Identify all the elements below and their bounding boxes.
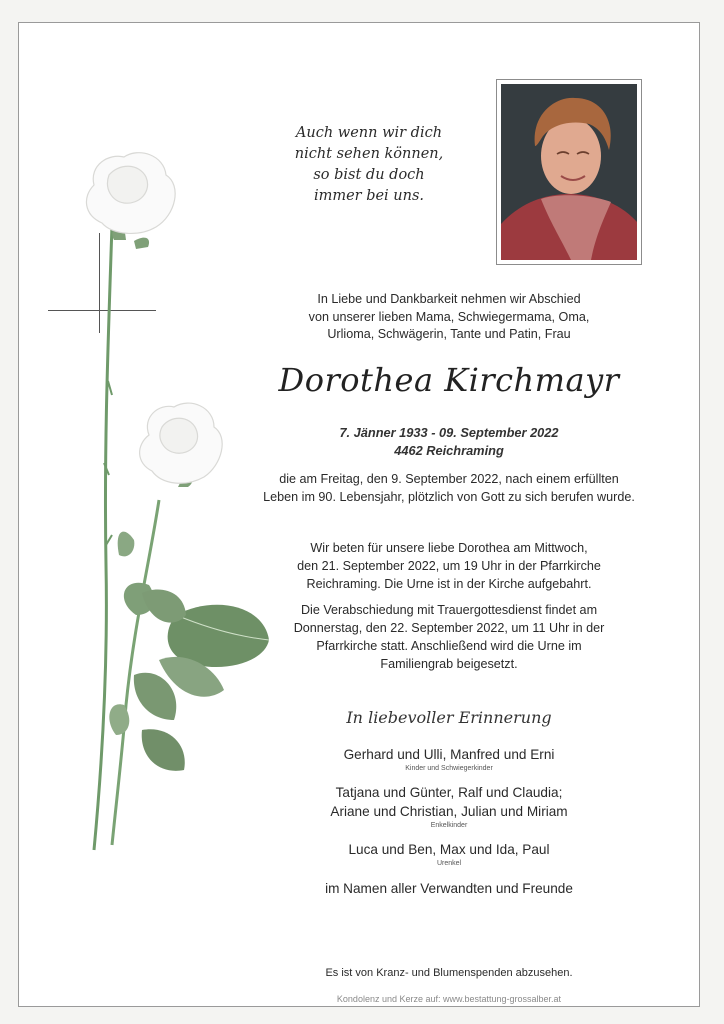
life-dates: 7. Jänner 1933 - 09. September 2022 xyxy=(339,425,559,440)
passing-line: Leben im 90. Lebensjahr, plötzlich von Gott zu sich berufen wurde. xyxy=(263,490,635,504)
farewell-line: Donnerstag, den 22. September 2022, um 11 Uhr in der xyxy=(293,621,605,635)
verse-line: Auch wenn wir dich xyxy=(295,125,443,141)
verse-line: immer bei uns. xyxy=(313,188,425,204)
farewell-line: Die Verabschiedung mit Trauergottesdienst findet am xyxy=(300,603,598,617)
condolence-footer: Kondolenz und Kerze auf: www.bestattung-grossalber.at xyxy=(336,994,562,1004)
family-names: Luca und Ben, Max und Ida, Paul xyxy=(348,842,550,857)
prayer-line: den 21. September 2022, um 19 Uhr in der Pfarrkirche xyxy=(297,559,601,573)
portrait-image xyxy=(501,84,637,260)
announcement-intro xyxy=(199,291,699,344)
intro-line: von unserer lieben Mama, Schwiegermama, Oma, xyxy=(308,309,590,324)
family-relation: Urenkel xyxy=(436,860,462,867)
passing-line: die am Freitag, den 9. September 2022, nach einem erfüllten xyxy=(279,472,619,486)
family-names: Ariane und Christian, Julian und Miriam xyxy=(330,804,568,819)
passing-notice xyxy=(199,470,699,506)
farewell-notice xyxy=(199,601,699,673)
memorial-verse xyxy=(269,123,469,207)
residence: 4462 Reichraming xyxy=(394,443,504,458)
intro-line: Urlioma, Schwägerin, Tante und Patin, Frau xyxy=(327,327,571,341)
family-group-children xyxy=(199,745,699,773)
deceased-name: Dorothea Kirchmayr xyxy=(278,361,620,399)
family-names: Gerhard und Ulli, Manfred und Erni xyxy=(343,747,555,762)
obituary-card xyxy=(18,22,700,1007)
life-dates-block xyxy=(199,424,699,460)
prayer-line: Wir beten für unsere liebe Dorothea am Mittwoch, xyxy=(310,541,588,555)
verse-line: so bist du doch xyxy=(313,167,425,183)
verse-line: nicht sehen können, xyxy=(294,146,444,162)
farewell-line: Familiengrab beigesetzt. xyxy=(380,657,518,671)
family-relation: Kinder und Schwiegerkinder xyxy=(405,765,493,772)
family-relation: Enkelkinder xyxy=(430,822,468,829)
portrait-photo xyxy=(496,79,642,265)
family-group-great-grandchildren xyxy=(199,840,699,868)
closing-line: im Namen aller Verwandten und Freunde xyxy=(325,881,573,896)
intro-line: In Liebe und Dankbarkeit nehmen wir Abschied xyxy=(317,292,581,306)
prayer-notice xyxy=(199,539,699,593)
no-wreaths-note: Es ist von Kranz- und Blumenspenden abzusehen. xyxy=(325,967,573,979)
memory-heading: In liebevoller Erinnerung xyxy=(346,708,552,727)
family-names: Tatjana und Günter, Ralf und Claudia; xyxy=(335,785,563,800)
family-group-grandchildren xyxy=(199,783,699,830)
farewell-line: Pfarrkirche statt. Anschließend wird die Urne im xyxy=(316,639,582,653)
prayer-line: Reichraming. Die Urne ist in der Kirche aufgebahrt. xyxy=(306,577,592,591)
